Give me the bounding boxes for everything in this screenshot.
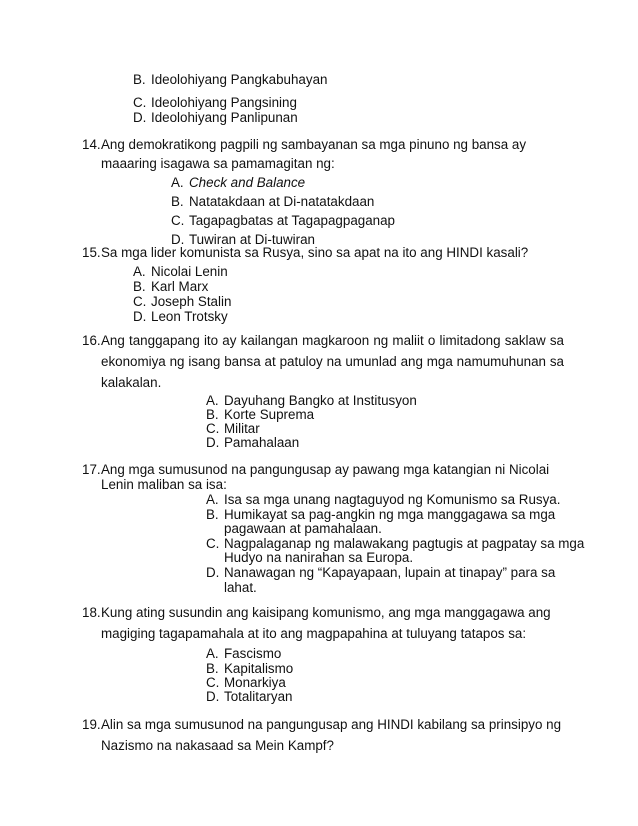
q15-choice-d: D. Leon Trotsky <box>133 309 228 324</box>
q14-choice-b: B. Natatakdaan at Di-natatakdaan <box>171 194 375 209</box>
q13-choice-d: D. Ideolohiyang Panlipunan <box>133 110 298 125</box>
q16-stem-line3: kalakalan. <box>101 375 162 390</box>
q15-choice-a: A. Nicolai Lenin <box>133 264 228 279</box>
q17-choice-c-cont: Hudyo na nanirahan sa Europa. <box>224 550 414 565</box>
q16-choice-c: C. Militar <box>206 421 260 436</box>
q13-choice-b: B. Ideolohiyang Pangkabuhayan <box>133 72 328 87</box>
q17-stem-line1: 17.Ang mga sumusunod na pangungusap ay pawang mga katangian ni Nicolai <box>82 462 550 477</box>
q18-stem-line1: 18.Kung ating susundin ang kaisipang komunismo, ang mga manggagawa ang <box>82 605 551 620</box>
q16-stem-line1: 16.Ang tanggapang ito ay kailangan magkaroon ng maliit o limitadong saklaw sa <box>82 333 564 348</box>
q18-stem-line2: magiging tagapamahala at ito ang magpapahina at tuluyang tatapos sa: <box>101 626 527 641</box>
q18-choice-b: B. Kapitalismo <box>206 661 294 676</box>
q18-choice-c: C. Monarkiya <box>206 675 286 690</box>
q16-choice-b: B. Korte Suprema <box>206 407 315 422</box>
q18-choice-d: D. Totalitaryan <box>206 689 293 704</box>
q17-choice-b-cont: pagawaan at pamahalaan. <box>224 521 382 536</box>
q17-choice-a: A. Isa sa mga unang nagtaguyod ng Komunismo sa Rusya. <box>206 492 561 507</box>
q17-choice-d-cont: lahat. <box>224 580 257 595</box>
q15-stem: 15.Sa mga lider komunista sa Rusya, sino sa apat na ito ang HINDI kasali? <box>82 245 529 260</box>
q14-stem-line2: maaaring isagawa sa pamamagitan ng: <box>101 156 335 171</box>
q16-choice-a: A. Dayuhang Bangko at Institusyon <box>206 393 417 408</box>
q15-choice-b: B. Karl Marx <box>133 279 209 294</box>
q19-stem-line1: 19.Alin sa mga sumusunod na pangungusap ang HINDI kabilang sa prinsipyo ng <box>82 717 562 732</box>
q17-choice-d: D. Nanawagan ng “Kapayapaan, lupain at tinapay” para sa <box>206 565 556 580</box>
q14-stem-line1: 14.Ang demokratikong pagpili ng sambayanan sa mga pinuno ng bansa ay <box>82 137 527 152</box>
q14-choice-a: A. Check and Balance <box>171 175 306 190</box>
q16-choice-d: D. Pamahalaan <box>206 435 300 450</box>
q18-choice-a: A. Fascismo <box>206 646 282 661</box>
q17-choice-b: B. Humikayat sa pag-angkin ng mga manggagawa sa mga <box>206 507 556 522</box>
q19-stem-line2: Nazismo na nakasaad sa Mein Kampf? <box>101 738 334 753</box>
q14-choice-d: D. Tuwiran at Di-tuwiran <box>171 232 316 247</box>
q16-stem-line2: ekonomiya ng isang bansa at patuloy na umunlad ang mga namumuhunan sa <box>101 354 564 369</box>
q14-choice-c: C. Tagapagbatas at Tagapagpaganap <box>171 213 396 228</box>
q17-choice-c: C. Nagpalaganap ng malawakang pagtugis at pagpatay sa mga <box>206 536 585 551</box>
q13-choice-c: C. Ideolohiyang Pangsining <box>133 95 297 110</box>
q15-choice-c: C. Joseph Stalin <box>133 294 232 309</box>
q17-stem-line2: Lenin maliban sa isa: <box>101 477 227 492</box>
